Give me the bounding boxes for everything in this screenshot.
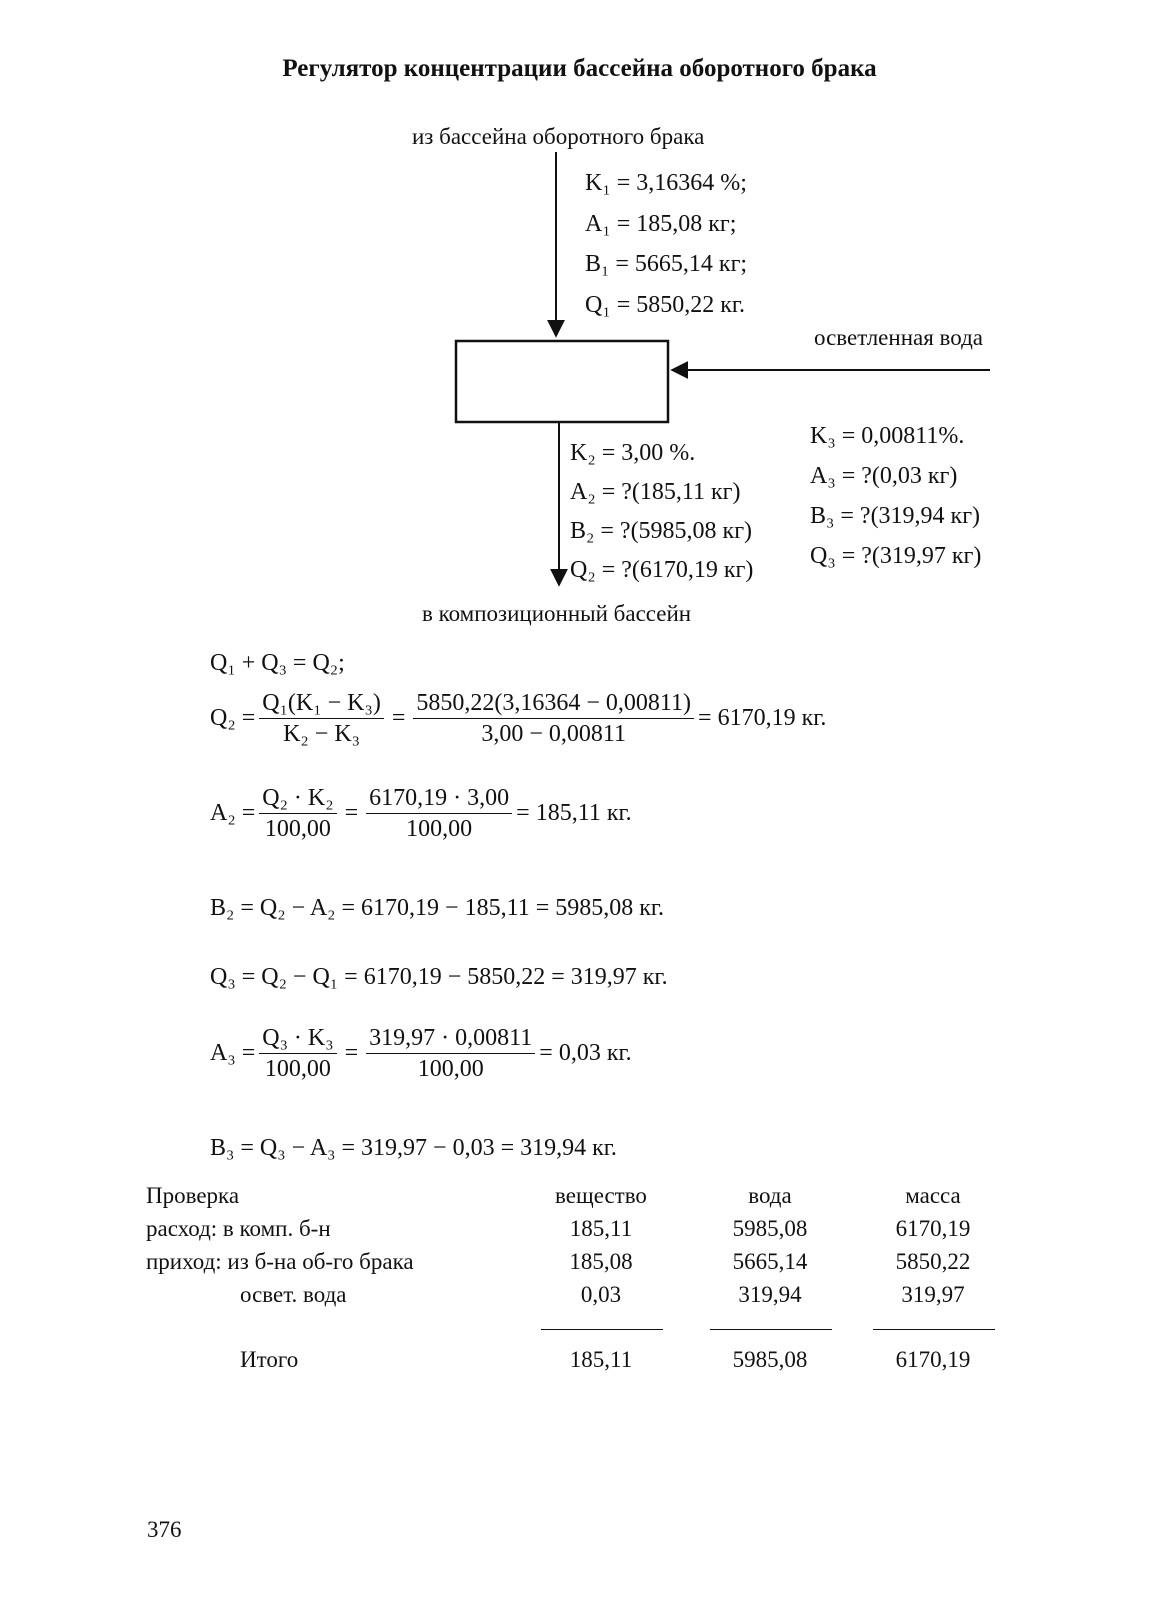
fraction-denominator: 100,00 (264, 816, 331, 842)
column-header-substance: вещество (555, 1183, 647, 1208)
top-stream-label: из бассейна оборотного брака (412, 124, 705, 149)
table-cell: 185,08 (569, 1249, 633, 1274)
table-cell: 5985,08 (732, 1216, 808, 1241)
a1-value: A₁ = 185,08 кг; (585, 210, 737, 237)
a2-lhs: A₂ = (210, 800, 256, 826)
table-cell: 5985,08 (732, 1347, 808, 1372)
fraction-denominator: 100,00 (417, 1056, 484, 1082)
page-title: Регулятор концентрации бассейна оборотного брака (282, 55, 877, 82)
fraction-denominator: 3,00 − 0,00811 (481, 721, 627, 747)
table-cell: 319,94 (738, 1282, 802, 1307)
k1-value: K₁ = 3,16364 %; (585, 170, 747, 196)
sum-rule (541, 1329, 663, 1330)
q3-equation: Q₃ = Q₂ − Q₁ = 6170,19 − 5850,22 = 319,97 кг. (210, 964, 668, 990)
column-header-water: вода (748, 1183, 792, 1208)
row-label-inflow-water: освет. вода (240, 1282, 347, 1307)
table-cell: 5850,22 (895, 1249, 971, 1274)
b2-value: B₂ = ?(5985,08 кг) (570, 518, 753, 544)
balance-equation: Q₁ + Q₃ = Q₂; (210, 650, 345, 676)
sum-rule (710, 1329, 832, 1330)
bottom-stream-label: в композиционный бассейн (422, 601, 692, 626)
check-heading: Проверка (146, 1183, 240, 1208)
table-cell: 0,03 (580, 1282, 622, 1307)
row-label-inflow-pool: приход: из б-на об-го брака (146, 1249, 414, 1274)
k2-value: K₂ = 3,00 %. (570, 440, 696, 466)
fraction-denominator: 100,00 (264, 1056, 331, 1082)
sum-rule (873, 1329, 995, 1330)
right-stream-label: осветленная вода (814, 325, 983, 350)
a2-equation: A₂ = $\frac{\text{Q₂ · K₂}}{100,00}$ = $\frac{6170,19 \cdot 3,00}{100,00}$ = 185,11 кг. (210, 785, 632, 842)
q2-value: Q₂ = ?(6170,19 кг) (570, 557, 754, 583)
row-label-outflow: расход: в комп. б-н (146, 1216, 331, 1241)
b3-equation: B₃ = Q₃ − A₃ = 319,97 − 0,03 = 319,94 кг. (210, 1135, 617, 1161)
a2-result: = 185,11 кг. (516, 800, 632, 826)
a3-equation: A₃ = $\frac{\text{Q₃ · K₃}}{100,00}$ = $\frac{319,97 \cdot 0,00811}{100,00}$ = 0,03 кг. (210, 1025, 632, 1082)
b1-value: B₁ = 5665,14 кг; (585, 251, 748, 277)
fraction-numerator: Q₃ · K₃ (259, 1025, 336, 1054)
a3-lhs: A₃ = (210, 1040, 256, 1066)
fraction-numerator: Q₁(K₁ − K₃) (259, 690, 384, 719)
fraction-denominator: 100,00 (406, 816, 473, 842)
column-header-mass: масса (905, 1183, 961, 1208)
fraction-numerator: 6170,19 · 3,00 (366, 785, 512, 814)
k3-value: K₃ = 0,00811%. (810, 423, 965, 449)
total-label: Итого (240, 1347, 299, 1372)
page-number: 376 (147, 1517, 182, 1542)
table-cell: 5665,14 (732, 1249, 808, 1274)
b2-equation: B₂ = Q₂ − A₂ = 6170,19 − 185,11 = 5985,08 кг. (210, 895, 665, 921)
q2-equation: Q₂ = $\frac{\text{Q₁(K₁ − K₃)}}{\text{K₂ − K₃}}$ = $\frac{5850,22(3,16364 - 0,00811)}{3,00 - 0,00811}$ = 6170,19 кг. (210, 690, 827, 747)
table-cell: 185,11 (569, 1347, 633, 1372)
table-cell: 6170,19 (895, 1216, 971, 1241)
a3-result: = 0,03 кг. (539, 1040, 632, 1066)
fraction-numerator: 5850,22(3,16364 − 0,00811) (413, 690, 694, 719)
fraction-denominator: K₂ − K₃ (283, 721, 361, 747)
b3-value: B₃ = ?(319,94 кг) (810, 503, 981, 529)
fraction-numerator: Q₂ · K₂ (259, 785, 336, 814)
q3-value: Q₃ = ?(319,97 кг) (810, 543, 982, 569)
q2-lhs: Q₂ = (210, 705, 256, 731)
fraction-numerator: 319,97 · 0,00811 (366, 1025, 535, 1054)
table-cell: 6170,19 (895, 1347, 971, 1372)
a2-value: A₂ = ?(185,11 кг) (570, 479, 741, 505)
table-cell: 319,97 (901, 1282, 965, 1307)
a3-value: A₃ = ?(0,03 кг) (810, 463, 958, 489)
table-cell: 185,11 (569, 1216, 633, 1241)
q1-value: Q₁ = 5850,22 кг. (585, 291, 746, 318)
q2-result: = 6170,19 кг. (698, 705, 827, 731)
